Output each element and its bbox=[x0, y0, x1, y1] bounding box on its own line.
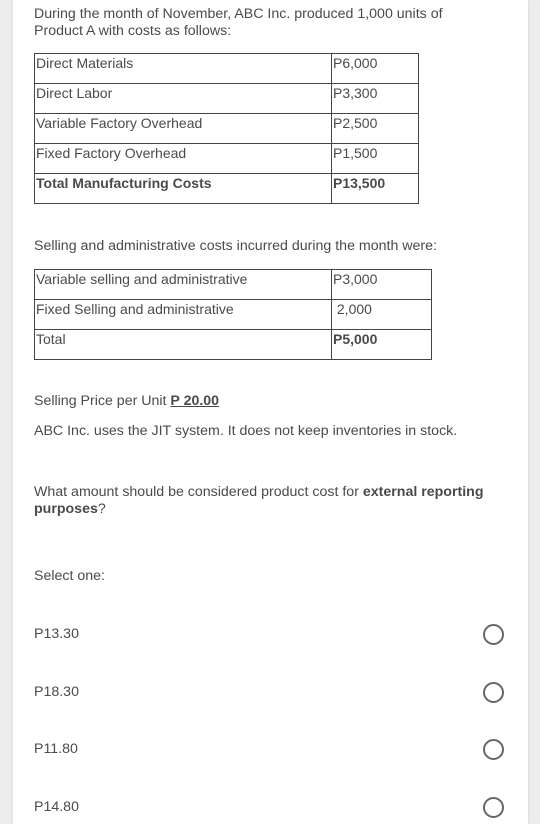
option-label: P13.30 bbox=[34, 626, 79, 642]
question-card bbox=[13, 0, 528, 824]
cost-label: Direct Materials bbox=[35, 54, 332, 84]
selling-admin-costs-table bbox=[34, 269, 432, 360]
radio-button[interactable] bbox=[483, 797, 504, 818]
problem-intro: During the month of November, ABC Inc. produced 1,000 units of Product A with costs as follows: bbox=[34, 6, 443, 39]
cost-label: Variable Factory Overhead bbox=[35, 114, 332, 144]
selling-price-value: P 20.00 bbox=[170, 393, 220, 409]
cost-value: 2,000 bbox=[332, 300, 432, 330]
radio-button[interactable] bbox=[483, 682, 504, 703]
option-label: P14.80 bbox=[34, 799, 79, 815]
option-p11-80[interactable] bbox=[13, 728, 528, 770]
cost-value: P3,300 bbox=[332, 84, 419, 114]
table-row-total bbox=[35, 174, 419, 204]
selling-price-label: Selling Price per Unit bbox=[34, 393, 171, 409]
cost-label: Variable selling and administrative bbox=[35, 270, 332, 300]
selling-intro: Selling and administrative costs incurred during the month were: bbox=[34, 238, 437, 254]
radio-button[interactable] bbox=[483, 624, 504, 645]
option-label: P18.30 bbox=[34, 684, 79, 700]
table-row bbox=[35, 270, 432, 300]
cost-label: Fixed Selling and administrative bbox=[35, 300, 332, 330]
question-emphasis: external reporting purposes bbox=[34, 484, 484, 517]
option-p18-30[interactable] bbox=[13, 671, 528, 713]
option-label: P11.80 bbox=[34, 741, 78, 757]
cost-label: Fixed Factory Overhead bbox=[35, 144, 332, 174]
option-p13-30[interactable] bbox=[13, 613, 528, 655]
table-row-total bbox=[35, 330, 432, 360]
table-row bbox=[35, 54, 419, 84]
question-text bbox=[34, 484, 504, 518]
cost-label: Total bbox=[35, 330, 332, 360]
jit-note: ABC Inc. uses the JIT system. It does not keep inventories in stock. bbox=[34, 423, 458, 439]
cost-value: P13,500 bbox=[332, 174, 419, 204]
cost-value: P6,000 bbox=[332, 54, 419, 84]
radio-button[interactable] bbox=[483, 739, 504, 760]
cost-value: P1,500 bbox=[332, 144, 419, 174]
question-suffix: ? bbox=[97, 501, 106, 517]
cost-label: Total Manufacturing Costs bbox=[35, 174, 332, 204]
selling-price-line bbox=[34, 393, 219, 410]
select-one-label: Select one: bbox=[34, 568, 105, 584]
table-row bbox=[35, 84, 419, 114]
cost-value: P5,000 bbox=[332, 330, 432, 360]
manufacturing-costs-table bbox=[34, 53, 419, 204]
question-prefix: What amount should be considered product cost for bbox=[34, 484, 363, 500]
cost-label: Direct Labor bbox=[35, 84, 332, 114]
option-p14-80[interactable] bbox=[13, 786, 528, 824]
table-row bbox=[35, 144, 419, 174]
cost-value: P2,500 bbox=[332, 114, 419, 144]
cost-value: P3,000 bbox=[332, 270, 432, 300]
table-row bbox=[35, 114, 419, 144]
table-row bbox=[35, 300, 432, 330]
